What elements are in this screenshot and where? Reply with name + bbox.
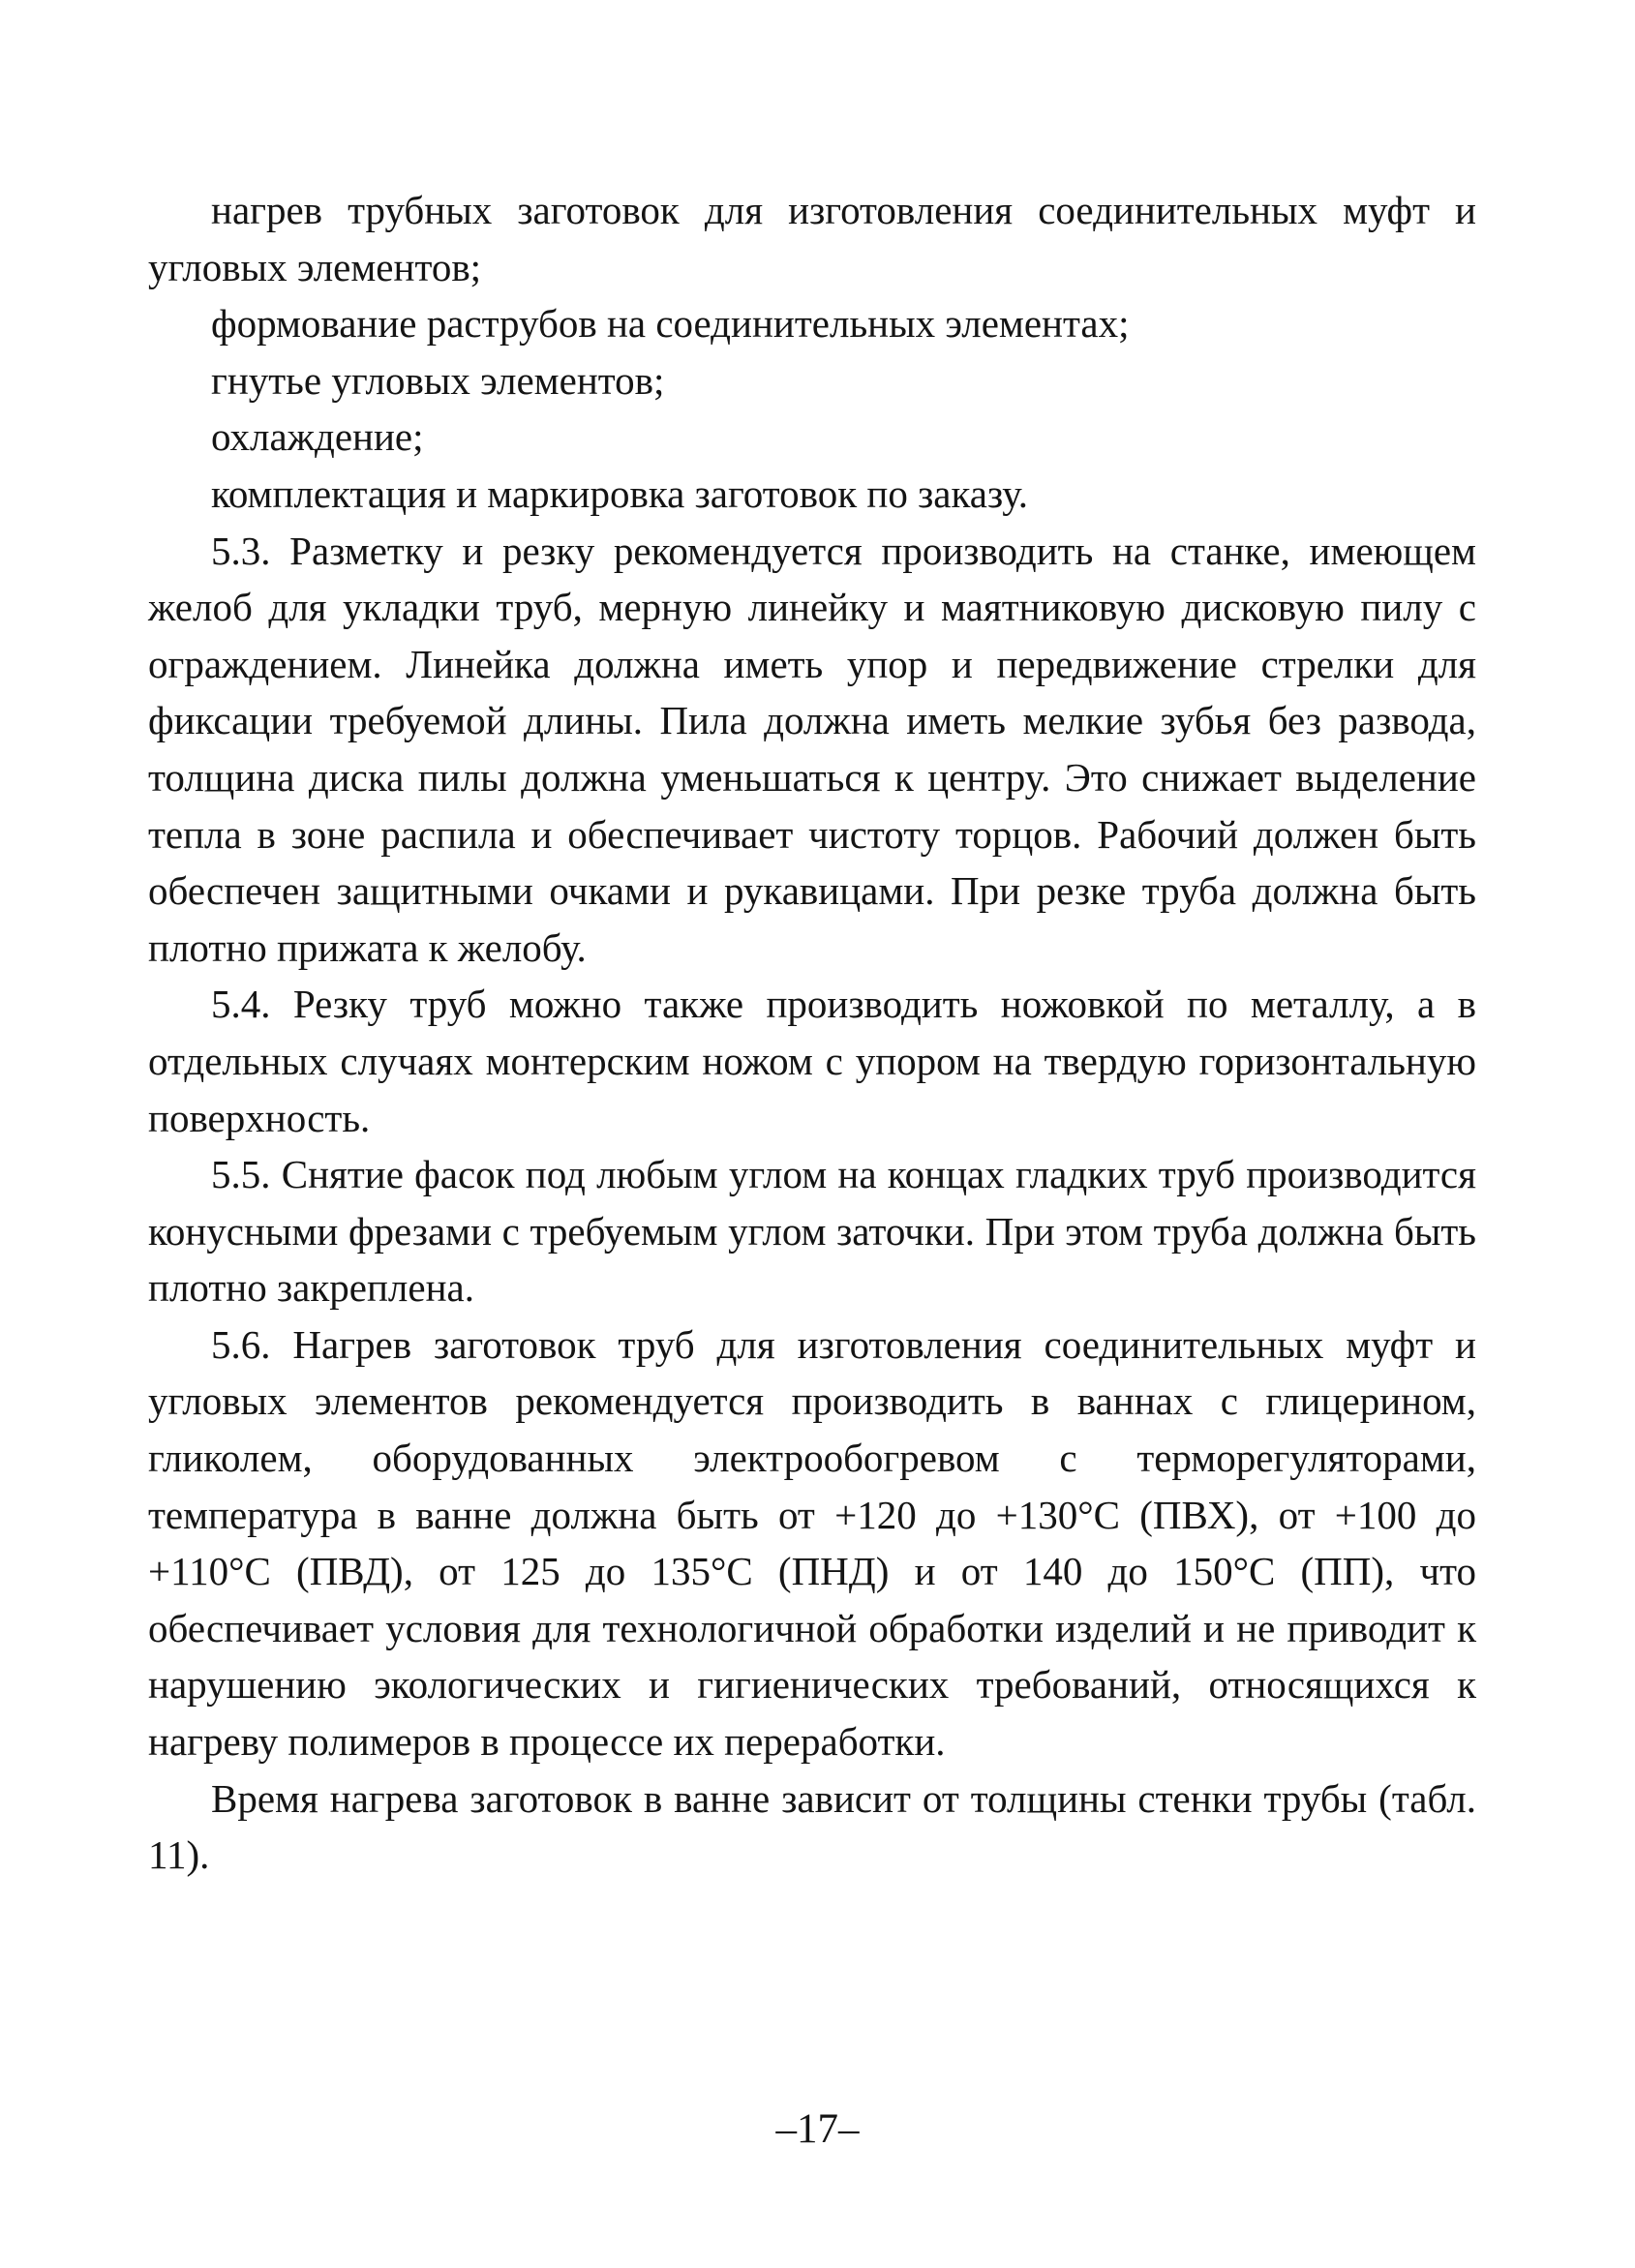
paragraph-heating-blanks: нагрев трубных заготовок для изготовления соединительных муфт и угловых элементов; bbox=[148, 188, 1476, 289]
paragraph-socket-forming: формование раструбов на соединительных элементах; bbox=[211, 301, 1130, 347]
paragraph-5-4: 5.4. Резку труб можно также производить ножовкой по металлу, а в отдельных случаях монтерским ножом с упором на твердую горизонтальную поверхность. bbox=[148, 982, 1476, 1140]
paragraph-kitting: комплектация и маркировка заготовок по заказу. bbox=[211, 470, 1028, 516]
paragraph-5-5: 5.5. Снятие фасок под любым углом на концах гладких труб производится конусными фрезами с требуемым углом заточки. При этом труба должна быть плотно закреплена. bbox=[148, 1152, 1476, 1311]
paragraph-5-3: 5.3. Разметку и резку рекомендуется производить на станке, имеющем желоб для укладки труб, мерную линейку и маятниковую дисковую пилу с ограждением. Линейка должна иметь упор и передвижение стрелки для фиксации требуемой длины. Пила должна иметь мелкие зубья без развода, толщина диска пилы должна уменьшаться к центру. Это снижает выделение тепла в зоне распила и обеспечивает чистоту торцов. Рабочий должен быть обеспечен защитными очками и рукавицами. При резке труба должна быть плотно прижата к желобу. bbox=[148, 528, 1476, 970]
page-number: –17– bbox=[775, 2106, 860, 2152]
body-text bbox=[148, 182, 1476, 1884]
paragraph-bending: гнутье угловых элементов; bbox=[211, 357, 665, 403]
paragraph-5-6: 5.6. Нагрев заготовок труб для изготовления соединительных муфт и угловых элементов рекомендуется производить в ваннах с глицерином, гликолем, оборудованных электрообогревом с терморегуляторами, температура в ванне должна быть от +120 до +130°С (ПВХ), от +100 до +110°С (ПВД), от 125 до 135°С (ПНД) и от 140 до 150°С (ПП), что обеспечивает условия для технологичной обработки изделий и не приводит к нарушению экологических и гигиенических требований, относящихся к нагреву полимеров в процессе их переработки. bbox=[148, 1321, 1476, 1765]
paragraph-heating-time: Время нагрева заготовок в ванне зависит от толщины стенки трубы (табл. 11). bbox=[148, 1775, 1476, 1878]
paragraph-cooling: охлаждение; bbox=[211, 414, 424, 460]
